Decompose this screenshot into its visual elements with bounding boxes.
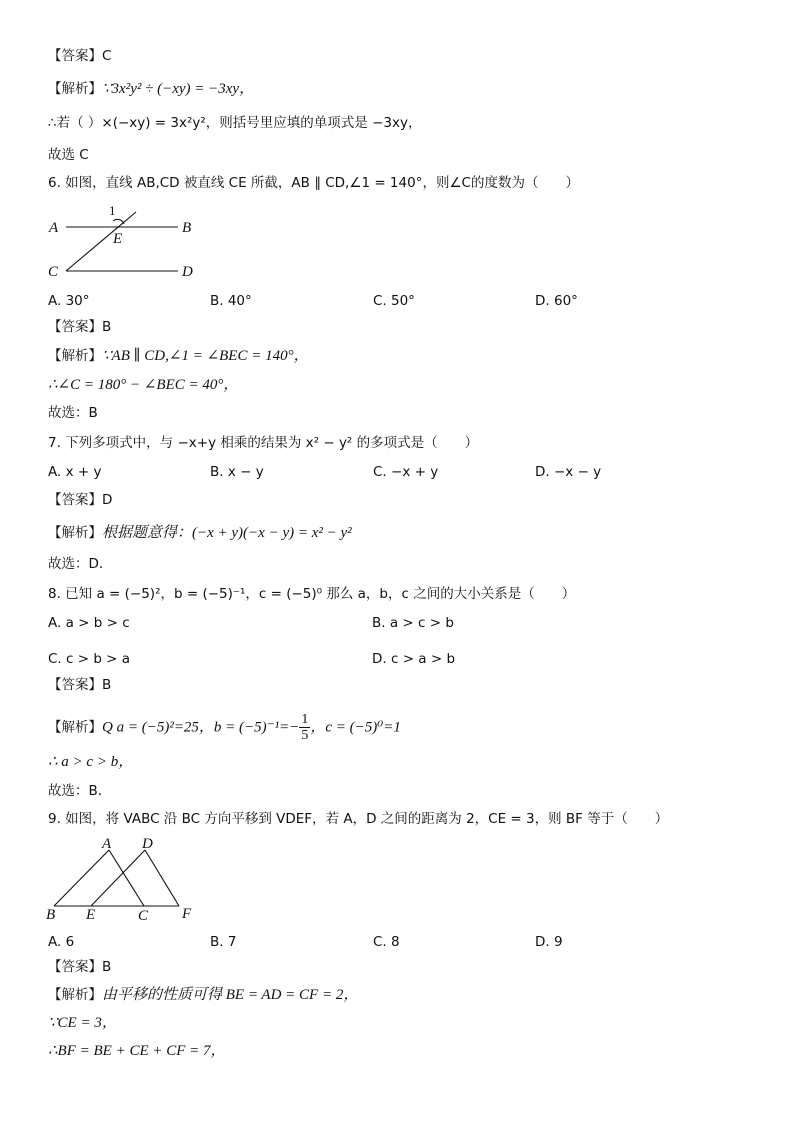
q9-line3-text: ∴BF = BE + CE + CF = 7，	[48, 1043, 226, 1059]
q6-line2	[48, 376, 238, 394]
q9-side-ac	[109, 850, 144, 906]
q8-stem: 8. 已知 a = (−5)²，b = (−5)⁻¹，c = (−5)⁰ 那么 a，b，c 之间的大小关系是（ ）	[48, 586, 576, 602]
q9-label-c: C	[138, 908, 149, 924]
q6-analysis	[48, 347, 309, 365]
q8-frac-num: 1	[301, 712, 309, 727]
q8-frac-den: 5	[301, 728, 309, 743]
q7-answer: 【答案】D	[48, 492, 113, 508]
q7-option-c[interactable]: C. −x + y	[373, 464, 439, 480]
q9-answer: 【答案】B	[48, 959, 112, 975]
q6-label-b: B	[182, 220, 192, 236]
q6-answer: 【答案】B	[48, 319, 112, 335]
q7-conclusion: 故选：D．	[48, 556, 113, 572]
q6-option-a[interactable]: A. 30°	[48, 293, 90, 309]
q8-answer: 【答案】B	[48, 677, 112, 693]
q5-conclusion: 故选 C	[48, 147, 89, 163]
q6-analysis-text: ∵AB ∥ CD,∠1 = ∠BEC = 140°，	[102, 348, 309, 364]
q9-label-b: B	[46, 907, 56, 923]
q7-analysis-label: 【解析】	[48, 525, 102, 541]
q9-side-ba	[54, 850, 109, 906]
q9-analysis-text: 由平移的性质可得 BE = AD = CF = 2，	[102, 987, 359, 1003]
q6-label-c: C	[48, 264, 59, 280]
q6-conclusion: 故选：B	[48, 405, 98, 421]
q9-label-f: F	[182, 906, 192, 922]
q8-analysis-label: 【解析】	[48, 719, 102, 736]
q8-option-b[interactable]: B. a > c > b	[372, 615, 454, 631]
q8-line2	[48, 753, 133, 771]
q8-analysis-pre: Q a = (−5)²=25，b = (−5)⁻¹=−	[102, 719, 300, 736]
q7-option-b[interactable]: B. x − y	[210, 464, 264, 480]
q6-label-e: E	[113, 231, 123, 247]
q7-analysis-text: 根据题意得：(−x + y)(−x − y) = x² − y²	[102, 525, 352, 541]
q6-line-ce	[66, 212, 136, 271]
q9-label-d: D	[142, 836, 153, 852]
q8-analysis	[48, 712, 401, 743]
q6-figure	[44, 200, 214, 284]
q6-option-d[interactable]: D. 60°	[535, 293, 578, 309]
q8-option-a[interactable]: A. a > b > c	[48, 615, 130, 631]
q9-side-df	[145, 850, 179, 906]
q5-analysis-label: 【解析】	[48, 81, 102, 97]
q9-option-c[interactable]: C. 8	[373, 934, 400, 950]
q5-analysis	[48, 80, 254, 98]
q6-label-d: D	[182, 264, 193, 280]
q8-analysis-post: ，c = (−5)⁰=1	[310, 719, 401, 736]
q9-analysis-label: 【解析】	[48, 987, 102, 1003]
q9-label-a: A	[102, 836, 112, 852]
q6-option-b[interactable]: B. 40°	[210, 293, 252, 309]
q7-option-d[interactable]: D. −x − y	[535, 464, 602, 480]
q9-option-d[interactable]: D. 9	[535, 934, 563, 950]
q9-label-e: E	[86, 907, 96, 923]
q8-conclusion: 故选：B．	[48, 783, 112, 799]
q8-fraction	[299, 712, 310, 743]
q9-figure	[42, 836, 212, 926]
q9-line3	[48, 1042, 226, 1060]
q7-option-a[interactable]: A. x + y	[48, 464, 102, 480]
q6-analysis-label: 【解析】	[48, 348, 102, 364]
q5-answer: 【答案】C	[48, 48, 112, 64]
q6-option-c[interactable]: C. 50°	[373, 293, 415, 309]
q9-analysis	[48, 986, 358, 1004]
q5-analysis-text: ∵3x²y² ÷ (−xy) = −3xy，	[102, 81, 255, 97]
q8-option-c[interactable]: C. c > b > a	[48, 651, 131, 667]
q8-option-d[interactable]: D. c > a > b	[372, 651, 456, 667]
q6-label-1: 1	[109, 203, 116, 218]
q6-label-a: A	[49, 220, 59, 236]
q9-line2	[48, 1014, 117, 1032]
q7-analysis	[48, 524, 352, 542]
q9-option-b[interactable]: B. 7	[210, 934, 237, 950]
q5-line2: ∴若（ ）×(−xy) = 3x²y²，则括号里应填的单项式是 −3xy，	[48, 115, 422, 131]
q9-line2-text: ∵CE = 3，	[48, 1015, 117, 1031]
q8-line2-text: ∴ a > c > b，	[48, 754, 134, 770]
q7-stem: 7. 下列多项式中，与 −x+y 相乘的结果为 x² − y² 的多项式是（ ）	[48, 435, 479, 451]
q9-side-ed	[91, 850, 145, 906]
q6-line2-text: ∴∠C = 180° − ∠BEC = 40°，	[48, 377, 239, 393]
q9-option-a[interactable]: A. 6	[48, 934, 75, 950]
q6-stem: 6. 如图，直线 AB,CD 被直线 CE 所截，AB ∥ CD,∠1 = 140°，则∠C的度数为（ ）	[48, 175, 579, 191]
q9-stem: 9. 如图，将 VABC 沿 BC 方向平移到 VDEF，若 A，D 之间的距离为 2，CE = 3，则 BF 等于（ ）	[48, 811, 669, 827]
